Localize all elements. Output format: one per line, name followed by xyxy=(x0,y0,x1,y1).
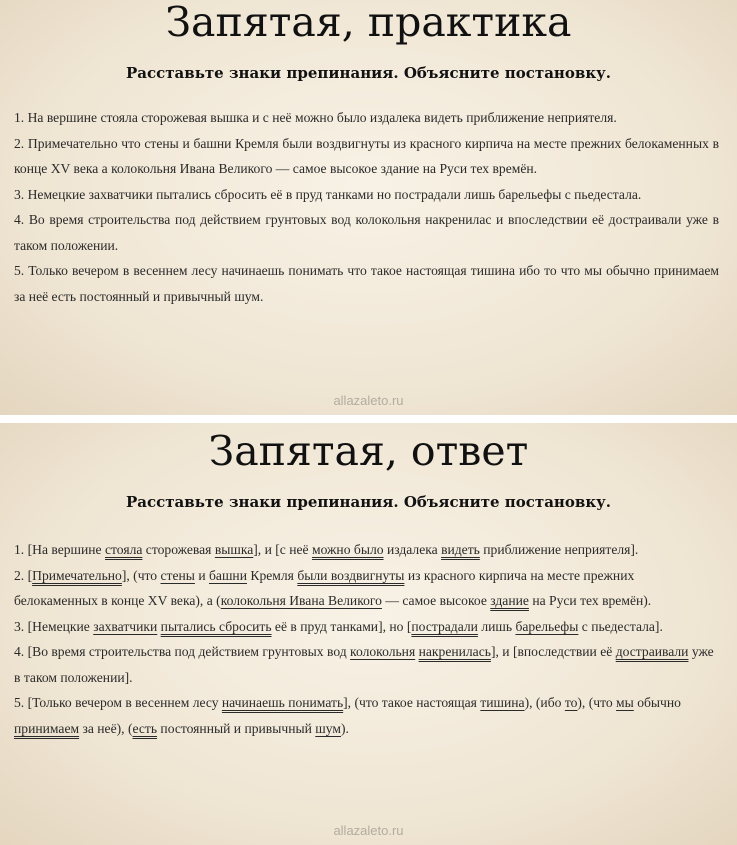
predicate-segment: есть xyxy=(132,720,158,736)
text-segment: издалека xyxy=(383,542,442,557)
predicate-segment: накренилась xyxy=(418,644,491,659)
predicate-segment: видеть xyxy=(441,542,480,557)
practice-item-1: 1. На вершине стояла сторожевая вышка и с неё можно было издалека видеть приближение неприятеля. xyxy=(14,110,617,125)
answer-title: Запятая, ответ xyxy=(208,427,529,475)
subject-segment: колокольня xyxy=(350,644,416,659)
text-segment: 1. [На вершине xyxy=(14,542,105,557)
text-segment: обычно xyxy=(633,695,681,710)
predicate-segment: были воздвигнуты xyxy=(297,567,405,583)
text-segment: с пьедестала]. xyxy=(578,618,663,634)
text-segment: ), (что xyxy=(577,695,617,710)
practice-item-5: 5. Только вечером в весеннем лесу начинаешь понимать что такое настоящая тишина ибо то что мы обычно принимаем за неё есть постоянный и привычный шум. xyxy=(14,263,719,304)
subject-segment: тишина xyxy=(480,695,525,710)
predicate-segment: принимаем xyxy=(14,720,80,736)
practice-slide xyxy=(0,0,737,415)
text-segment: ], (что xyxy=(121,567,161,583)
predicate-segment: достраивали xyxy=(615,644,689,659)
subject-segment: захватчики xyxy=(93,618,158,634)
text-segment: 5. [Только вечером в весеннем лесу xyxy=(14,695,222,710)
text-segment: постоянный и привычный xyxy=(157,720,316,736)
subject-segment: вышка xyxy=(214,542,254,557)
text-segment: ], (что такое настоящая xyxy=(343,695,481,710)
text-segment: сторожевая xyxy=(142,542,215,557)
text-segment: 2. [ xyxy=(14,567,33,583)
text-segment: ], и [впоследствии её xyxy=(490,644,616,659)
text-segment: на Руси тех времён). xyxy=(528,593,652,608)
practice-item-3: 3. Немецкие захватчики пытались сбросить её в пруд танками но пострадали лишь барельефы с пьедестала. xyxy=(14,186,642,202)
text-segment: — самое высокое xyxy=(381,593,491,608)
predicate-segment: начинаешь понимать xyxy=(221,695,344,710)
predicate-segment: стояла xyxy=(105,542,143,557)
answer-item-1 xyxy=(14,537,719,563)
answer-subtitle: Расставьте знаки препинания. Объясните постановку. xyxy=(126,493,611,511)
predicate-segment: можно было xyxy=(311,542,384,557)
text-segment: ], и [с неё xyxy=(253,542,312,557)
text-segment: лишь xyxy=(477,618,516,634)
text-segment: 4. [Во время строительства под действием грунтовых вод xyxy=(14,644,351,659)
text-segment: за неё), ( xyxy=(79,720,133,736)
answer-list xyxy=(14,537,719,741)
practice-title: Запятая, практика xyxy=(165,0,572,46)
answer-item-3 xyxy=(14,614,719,640)
text-segment: уже в таком положении]. xyxy=(14,644,714,685)
text-segment: ). xyxy=(340,720,349,736)
practice-list xyxy=(14,105,719,309)
answer-item-2 xyxy=(14,563,719,614)
predicate-segment: здание xyxy=(490,593,529,608)
predicate-segment: Примечательно xyxy=(32,567,122,583)
practice-watermark: allazaleto.ru xyxy=(333,393,404,408)
predicate-segment: пытались сбросить xyxy=(160,618,272,634)
subject-segment: барельефы xyxy=(515,618,579,634)
predicate-segment: пострадали xyxy=(411,618,478,634)
text-segment: из красного кирпича на месте прежних белокаменных в конце XV века), а ( xyxy=(14,567,635,608)
text-segment: приближение неприятеля]. xyxy=(479,542,639,557)
text-segment: Кремля xyxy=(246,567,298,583)
text-segment: 3. [Немецкие xyxy=(14,618,94,634)
answer-watermark: allazaleto.ru xyxy=(333,823,404,838)
answer-slide xyxy=(0,423,737,845)
subject-segment: колокольня Ивана Великого xyxy=(220,593,382,608)
subject-segment: башни xyxy=(209,567,247,583)
practice-item-2: 2. Примечательно что стены и башни Кремля были воздвигнуты из красного кирпича на месте прежних белокаменных в конце XV века а колокольня Ивана Великого — самое высокое здание на Руси тех времён. xyxy=(14,135,719,176)
answer-item-4 xyxy=(14,639,719,690)
subject-segment: мы xyxy=(616,695,634,710)
text-segment: и xyxy=(194,567,210,583)
subject-segment: то xyxy=(564,695,578,710)
subject-segment: шум xyxy=(315,720,341,736)
practice-subtitle: Расставьте знаки препинания. Объясните постановку. xyxy=(126,64,611,82)
subject-segment: стены xyxy=(160,567,195,583)
text-segment: ), (ибо xyxy=(524,695,565,710)
text-segment: её в пруд танками], но [ xyxy=(271,618,412,634)
practice-item-4: 4. Во время строительства под действием грунтовых вод колокольня накренилас и впоследствии её достраивали уже в таком положении. xyxy=(14,212,719,253)
answer-item-5 xyxy=(14,690,719,741)
